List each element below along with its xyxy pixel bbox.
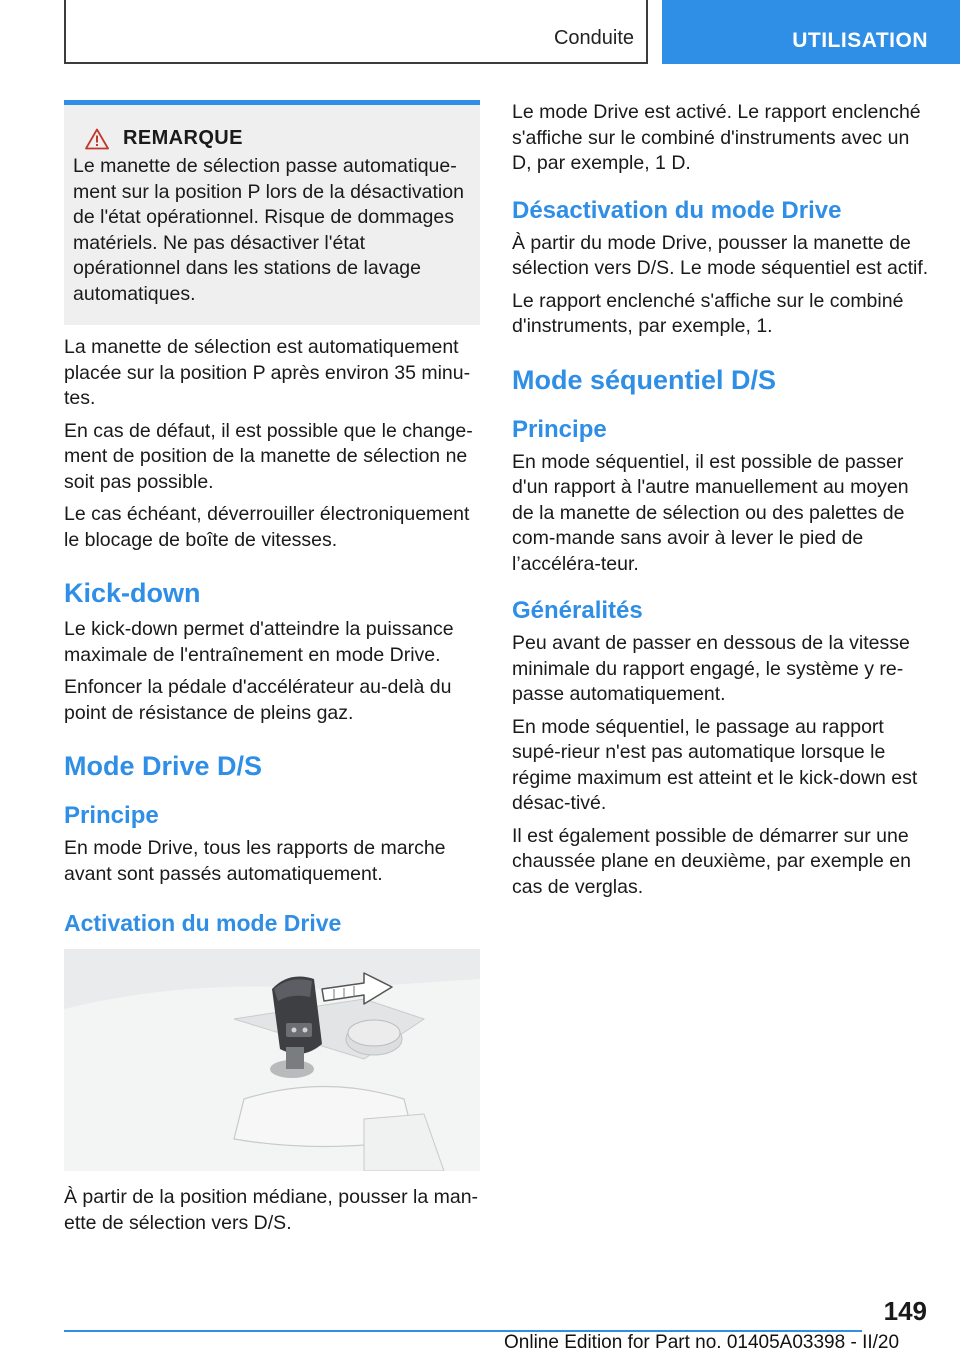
paragraph: Le cas échéant, déverrouiller électroniquement le blocage de boîte de vitesses. <box>64 503 470 551</box>
note-text: Le manette de sélection passe automatique-ment sur la position P lors de la désactivation de l'état opérationnel. Risque de dommages matériels. Ne pas désactiver l'état opérationnel dans les stations de lavage automatiques. <box>73 155 464 305</box>
paragraph: En cas de défaut, il est possible que le change-ment de position de la manette de sélection ne soit pas possible. <box>64 419 473 493</box>
paragraph: Il est également possible de démarrer sur une chaussée plane en deuxième, par exemple en cas de verglas. <box>512 824 911 898</box>
paragraph: Enfoncer la pédale d'accélérateur au-delà du point de résistance de pleins gaz. <box>64 676 452 724</box>
paragraph: Le mode Drive est activé. Le rapport enclenché s'affiche sur le combiné d'instruments avec un D, par exemple, 1 D. <box>512 101 921 174</box>
header-chapter-label: UTILISATION <box>792 29 928 52</box>
paragraph: La manette de sélection est automatiquement placée sur la position P après environ 35 minu-tes. <box>64 336 471 409</box>
note-title-row <box>73 127 470 150</box>
subheading-deactivation: Désactivation du mode Drive <box>512 196 842 224</box>
subheading-principe: Principe <box>512 415 607 443</box>
paragraph: En mode séquentiel, il est possible de passer d'un rapport à l'autre manuellement au moyen de la manette de sélection ou des palettes de com-mande sans avoir à lever le pied de l’accéléra-teur. <box>512 450 909 575</box>
heading-kickdown: Kick-down <box>64 578 201 608</box>
left-column <box>64 100 480 1243</box>
paragraph: En mode séquentiel, le passage au rapport supé-rieur n'est pas automatique lorsque le régime maximum est atteint et le kick-down est désac-tivé. <box>512 715 918 814</box>
header-section-box <box>64 0 648 64</box>
subheading-activation: Activation du mode Drive <box>64 910 342 936</box>
page-number: 149 <box>883 1296 927 1326</box>
header-section-label: Conduite <box>553 27 634 49</box>
paragraph: Peu avant de passer en dessous de la vitesse minimale du rapport engagé, le système y re-passe automatiquement. <box>512 632 910 705</box>
header-chapter-tab <box>662 0 960 64</box>
paragraph: Le rapport enclenché s'affiche sur le combiné d'instruments, par exemple, 1. <box>512 289 904 337</box>
subheading-principe: Principe <box>64 802 159 829</box>
figure-caption: À partir de la position médiane, pousser la man-ette de sélection vers D/S. <box>64 1186 479 1234</box>
right-column <box>512 100 930 907</box>
heading-sequential-mode: Mode séquentiel D/S <box>512 364 777 395</box>
warning-note <box>64 100 480 325</box>
paragraph: À partir du mode Drive, pousser la manette de sélection vers D/S. Le mode séquentiel est actif. <box>512 231 929 279</box>
edition-footer: Online Edition for Part no. 01405A03398 - II/20 <box>504 1332 900 1353</box>
paragraph: En mode Drive, tous les rapports de marche avant sont passés automatiquement. <box>64 837 446 885</box>
paragraph: Le kick-down permet d'atteindre la puissance maximale de l'entraînement en mode Drive. <box>64 618 454 666</box>
gear-selector-illustration <box>64 949 480 1171</box>
subheading-generalites: Généralités <box>512 597 643 624</box>
heading-drive-mode: Mode Drive D/S <box>64 751 263 781</box>
note-title: REMARQUE <box>123 127 243 149</box>
warning-triangle-icon <box>85 128 109 150</box>
